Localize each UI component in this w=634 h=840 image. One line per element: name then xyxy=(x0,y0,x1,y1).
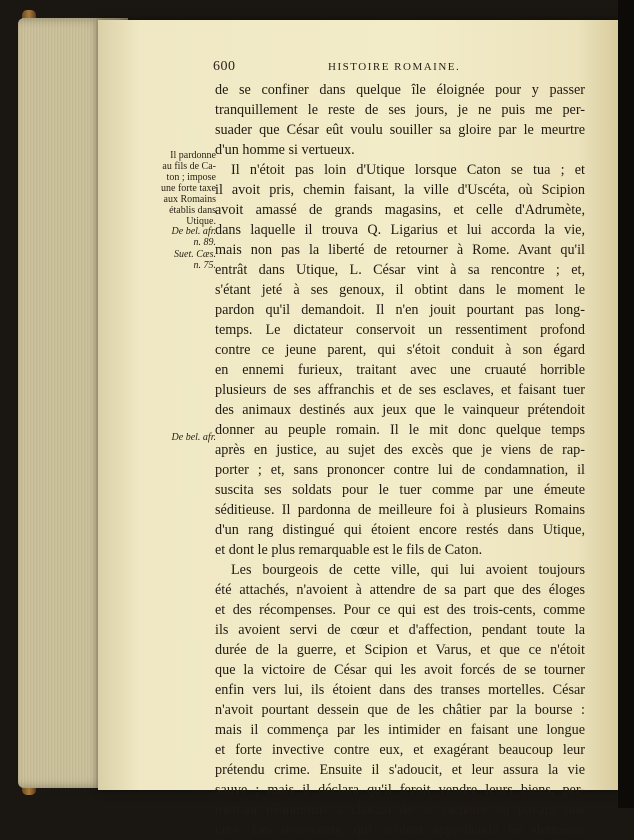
page-number: 600 xyxy=(213,59,236,74)
text-line: enfin vers lui, ils étoient dans des transes mortelles. César xyxy=(215,682,585,698)
margin-line: une forte taxe xyxy=(161,183,216,194)
margin-line: établis dans xyxy=(169,205,216,216)
text-line: suader que César eût voulu souiller sa gloire par le meurtre xyxy=(215,122,585,138)
text-line: et dont le plus remarquable est le fils de Caton. xyxy=(215,542,483,558)
text-line: mais il commença par les intimider en faisant une longue xyxy=(215,722,585,738)
text-line: s'étant jeté à ses genoux, il obtint dans le moment le xyxy=(215,282,585,298)
margin-line: aux Romains xyxy=(163,194,216,205)
margin-line: n. 75. xyxy=(193,260,216,271)
text-line: Les bourgeois de cette ville, qui lui avoient toujours xyxy=(231,562,585,578)
text-line: prétendu crime. Ensuite il s'adoucit, et leur assura la vie xyxy=(215,762,585,778)
text-line: taxe. Les trois-cents, qui avoient appréhendé les dernières xyxy=(215,822,585,838)
text-line: tranquillement le reste de ses jours, je ne puis me per- xyxy=(215,102,585,118)
margin-line: De bel. afr. xyxy=(171,432,216,443)
margin-note-reference xyxy=(150,249,216,271)
text-line: pardon qu'il demandoit. Il n'en jouit pourtant pas long- xyxy=(215,302,585,318)
margin-note-summary xyxy=(150,150,216,227)
text-line: que la victoire de César qui les avoit forcés de se tourner xyxy=(215,662,585,678)
text-line: donner au peuple romain. Il le mit donc quelque temps xyxy=(215,422,585,438)
text-line: ils avoient servi de cœur et d'affection, pendant toute la xyxy=(215,622,585,638)
text-line: et forte invective contre eux, et exagérant beaucoup leur xyxy=(215,742,585,758)
text-line: de se confiner dans quelque île éloignée pour y passer xyxy=(215,82,585,98)
text-line: Il n'étoit pas loin d'Utique lorsque Caton se tua ; et xyxy=(231,162,585,178)
text-line: porter ; et, sans prononcer contre lui de condamnation, il xyxy=(215,462,585,478)
text-line: d'un homme si vertueux. xyxy=(215,142,355,158)
margin-line: Utique. xyxy=(186,216,216,227)
text-line: des animaux destinés aux jeux que le vainqueur prétendoit xyxy=(215,402,585,418)
margin-line: De bel. afr. xyxy=(171,226,216,237)
text-line: plusieurs de ses affranchis et de ses esclaves, et faisant tuer xyxy=(215,382,585,398)
text-line: été attachés, n'avoient à attendre de sa part que des éloges xyxy=(215,582,585,598)
body-text xyxy=(215,80,585,840)
text-line: il avoit pris, chemin faisant, la ville d'Uscéta, où Scipion xyxy=(215,182,585,198)
text-line: d'un rang distingué qui étoient encore restés dans Utique, xyxy=(215,522,585,538)
text-line: temps. Le dictateur conservoit un ressentiment profond xyxy=(215,322,585,338)
text-line: après en justice, au sujet des excès que je viens de rap- xyxy=(215,442,585,458)
text-line: entrât dans Utique, L. César vint à sa rencontre ; et, xyxy=(215,262,585,278)
margin-line: Il pardonne xyxy=(170,150,216,161)
text-line: séditieuse. Il pardonna de meilleure foi à plusieurs Romains xyxy=(215,502,585,518)
background-strip xyxy=(618,0,634,808)
margin-line: au fils de Ca- xyxy=(162,161,216,172)
text-line: sauve ; mais il déclara qu'il feroit vendre leurs biens, per- xyxy=(215,782,585,798)
running-title: HISTOIRE ROMAINE. xyxy=(328,61,461,73)
text-line: avoit amassé de grands magasins, et celle d'Adrumète, xyxy=(215,202,585,218)
text-line: mettant néanmoins à chacun de se racheter en payant une xyxy=(215,802,585,818)
text-line: durée de la guerre, et Scipion et Varus, et que ce n'étoit xyxy=(215,642,585,658)
margin-line: n. 89. xyxy=(193,237,216,248)
margin-line: Suet. Cæs. xyxy=(174,249,216,260)
margin-note-reference xyxy=(150,432,216,443)
text-line: n'avoit pourtant dessein que de les châtier par la bourse : xyxy=(215,702,585,718)
text-line: contre ce jeune parent, qui s'étoit conduit à son égard xyxy=(215,342,585,358)
text-line: et des récompenses. Pour ce qui est des trois-cents, comme xyxy=(215,602,585,618)
text-line: en ennemi furieux, traitant avec une cruauté horrible xyxy=(215,362,585,378)
text-line: dans laquelle il trouva Q. Ligarius et lui accorda la vie, xyxy=(215,222,585,238)
text-line: mais non pas la liberté de retourner à Rome. Avant qu'il xyxy=(215,242,585,258)
text-line: suscita ses soldats pour le tuer comme par une émeute xyxy=(215,482,585,498)
margin-note-reference xyxy=(150,226,216,248)
margin-line: ton ; impose xyxy=(166,172,216,183)
